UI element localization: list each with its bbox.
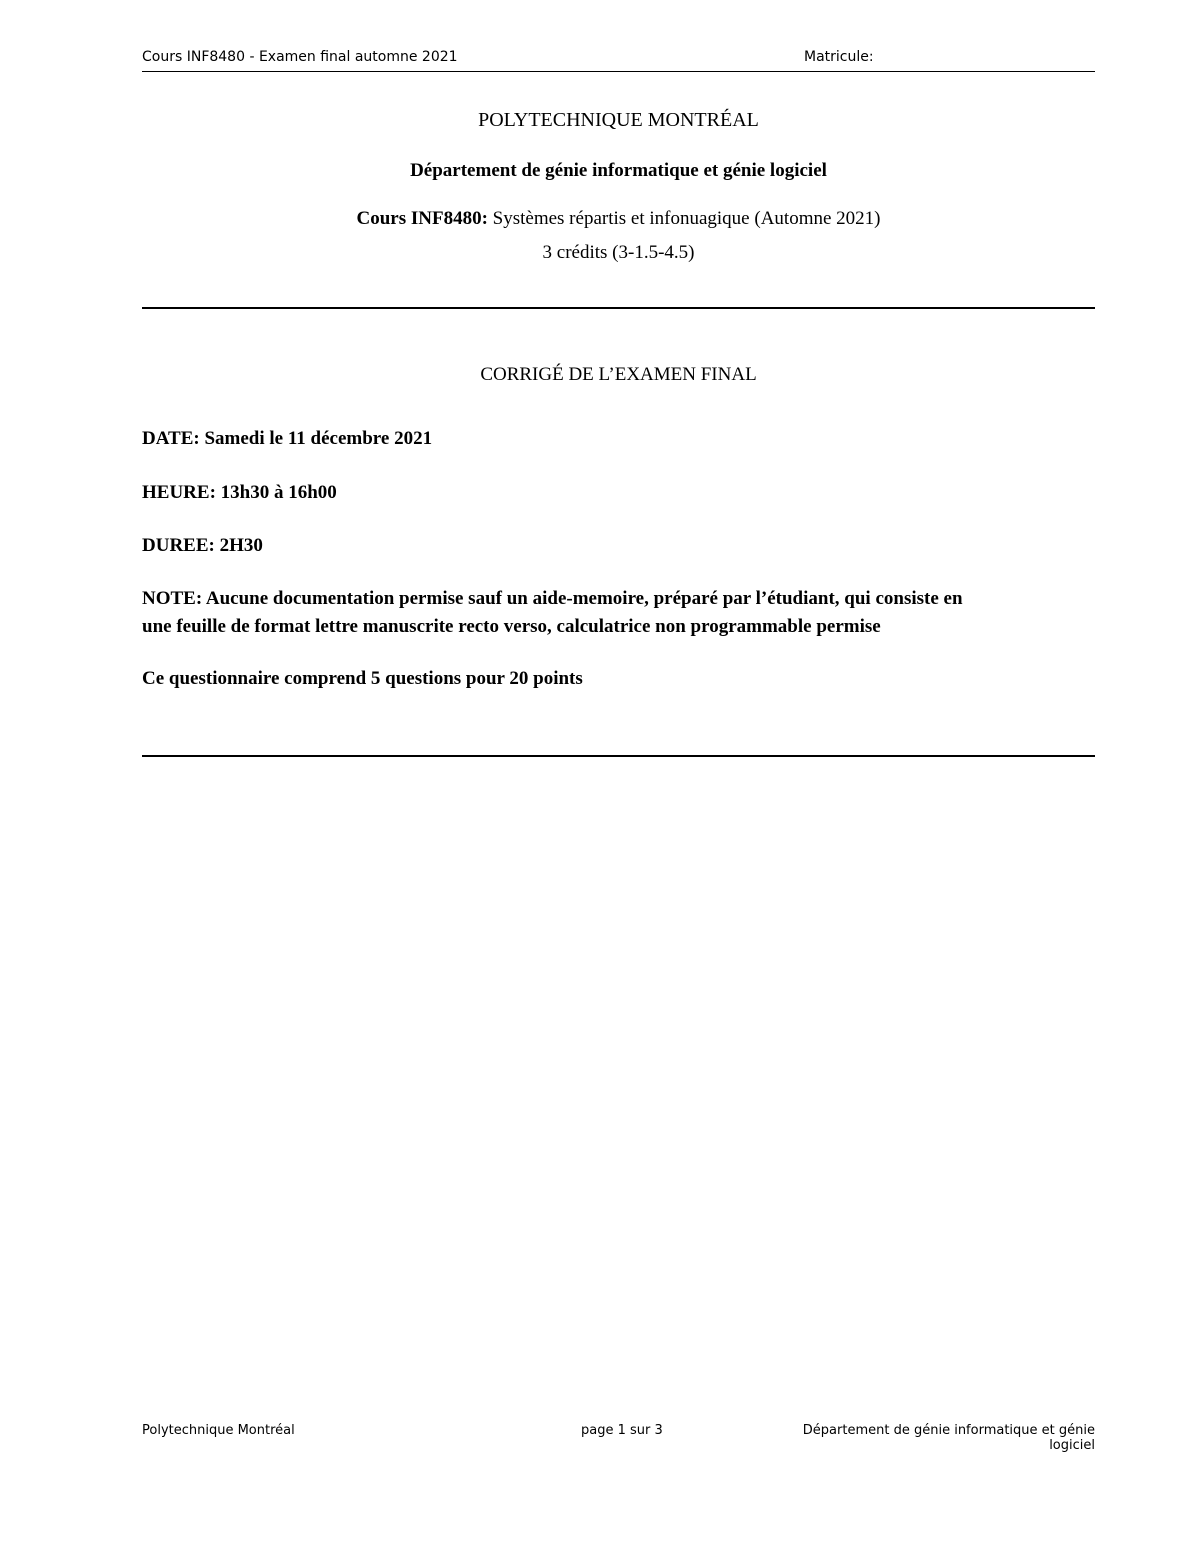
exam-date: DATE: Samedi le 11 décembre 2021 bbox=[142, 428, 433, 449]
course-name: Systèmes répartis et infonuagique (Automne 2021) bbox=[492, 208, 881, 229]
course-code-label: Cours INF8480: bbox=[356, 208, 488, 229]
running-header bbox=[142, 49, 1095, 72]
department-title: Département de génie informatique et génie logiciel bbox=[410, 160, 827, 181]
exam-note bbox=[142, 585, 1095, 641]
header-matricule-label: Matricule: bbox=[804, 49, 874, 65]
course-credits: 3 crédits (3-1.5-4.5) bbox=[542, 242, 695, 263]
exam-note-line-2: une feuille de format lettre manuscrite recto verso, calculatrice non programmable permise bbox=[142, 616, 881, 637]
divider-top bbox=[142, 307, 1095, 309]
exam-duration: DUREE: 2H30 bbox=[142, 535, 263, 556]
course-line bbox=[142, 208, 1095, 230]
exam-note-line-1: NOTE: Aucune documentation permise sauf un aide-memoire, préparé par l’étudiant, qui consiste en bbox=[142, 588, 963, 609]
footer-page-number: page 1 sur 3 bbox=[581, 1423, 663, 1438]
exam-title: CORRIGÉ DE L’EXAMEN FINAL bbox=[480, 364, 757, 385]
exam-time: HEURE: 13h30 à 16h00 bbox=[142, 482, 337, 503]
header-course-exam: Cours INF8480 - Examen final automne 2021 bbox=[142, 49, 458, 65]
question-count: Ce questionnaire comprend 5 questions pour 20 points bbox=[142, 668, 583, 689]
institution-title: POLYTECHNIQUE MONTRÉAL bbox=[478, 109, 759, 131]
footer-department: Département de génie informatique et génie logiciel bbox=[802, 1423, 1095, 1453]
divider-bottom bbox=[142, 755, 1095, 757]
footer-institution: Polytechnique Montréal bbox=[142, 1423, 295, 1438]
